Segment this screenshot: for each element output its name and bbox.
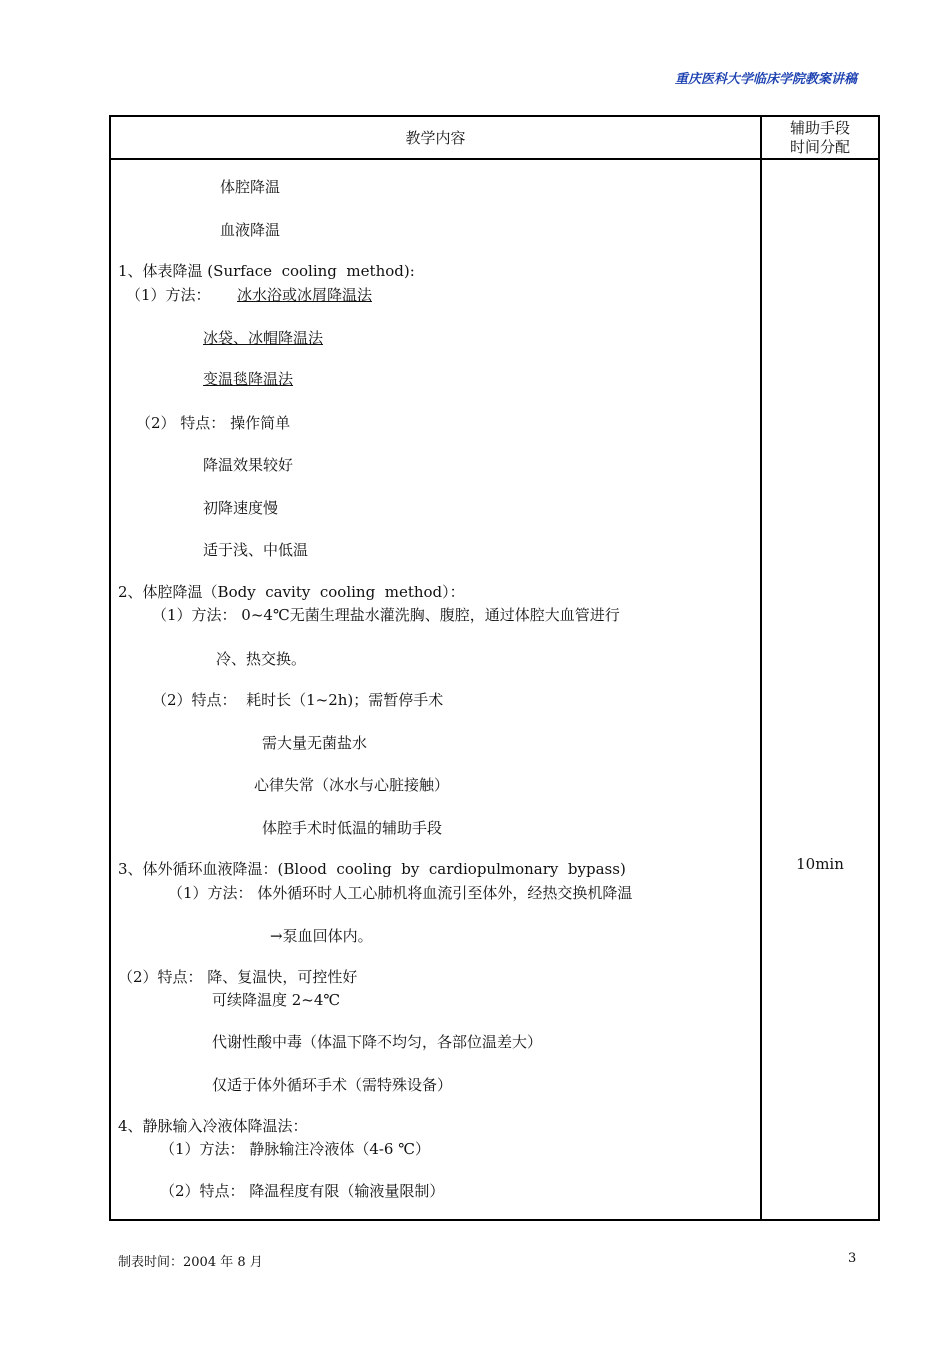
content-line: 心律失常（冰水与心脏接触） xyxy=(254,776,450,794)
section-heading: 2、体腔降温（Body cavity cooling method）： xyxy=(118,583,465,601)
header-row-divider xyxy=(109,158,880,160)
column-header-content xyxy=(111,117,760,158)
header-title: 重庆医科大学临床学院教案讲稿 xyxy=(674,72,857,87)
time-allocation: 10min xyxy=(796,855,844,873)
content-line: 体腔手术时低温的辅助手段 xyxy=(262,819,443,837)
column-header-aux xyxy=(762,117,878,158)
content-line: （1）方法： 体外循环时人工心肺机将血流引至体外，经热交换机降温 xyxy=(168,884,633,902)
underlined-method: 变温毯降温法 xyxy=(203,370,294,388)
content-line: 可续降温度 2~4℃ xyxy=(212,991,341,1009)
footer-date: 制表时间：2004 年 8 月 xyxy=(118,1255,263,1270)
content-line: →泵血回体内。 xyxy=(270,927,373,945)
content-line: （1）方法： xyxy=(126,286,211,304)
section-heading: 1、体表降温 (Surface cooling method): xyxy=(118,262,415,280)
column-header-aux-line1: 辅助手段 xyxy=(789,118,850,137)
content-line: （2） 特点： 操作简单 xyxy=(136,414,291,432)
lecture-table xyxy=(109,115,880,1221)
content-line: （1）方法： 0~4℃无菌生理盐水灌洗胸、腹腔，通过体腔大血管进行 xyxy=(152,606,620,624)
content-line: （2）特点： 降温程度有限（输液量限制） xyxy=(160,1182,445,1200)
column-header-aux-line2: 时间分配 xyxy=(789,137,850,156)
content-line: 初降速度慢 xyxy=(203,499,279,517)
content-line: 降温效果较好 xyxy=(203,456,294,474)
section-heading: 4、静脉输入冷液体降温法： xyxy=(118,1117,308,1135)
content-line: （2）特点： 降、复温快，可控性好 xyxy=(118,968,358,986)
content-line: 适于浅、中低温 xyxy=(203,541,309,559)
column-divider xyxy=(760,115,762,1221)
content-line: 仅适于体外循环手术（需特殊设备） xyxy=(212,1076,453,1094)
section-heading: 3、体外循环血液降温：(Blood cooling by cardiopulmonary bypass) xyxy=(118,860,626,878)
content-line: 冷、热交换。 xyxy=(216,650,307,668)
content-line: 代谢性酸中毒（体温下降不均匀，各部位温差大） xyxy=(212,1033,543,1051)
underlined-method: 冰袋、冰帽降温法 xyxy=(203,329,324,347)
content-line: 血液降温 xyxy=(220,221,281,239)
content-line: （1）方法： 静脉输注冷液体（4-6 ℃） xyxy=(160,1140,431,1158)
page-number: 3 xyxy=(848,1251,857,1266)
content-line: 体腔降温 xyxy=(220,178,281,196)
content-line: （2）特点： 耗时长（1~2h)；需暂停手术 xyxy=(152,691,444,709)
underlined-method: 冰水浴或冰屑降温法 xyxy=(237,286,373,304)
content-line: 需大量无菌盐水 xyxy=(262,734,368,752)
column-header-content-label: 教学内容 xyxy=(405,129,466,147)
